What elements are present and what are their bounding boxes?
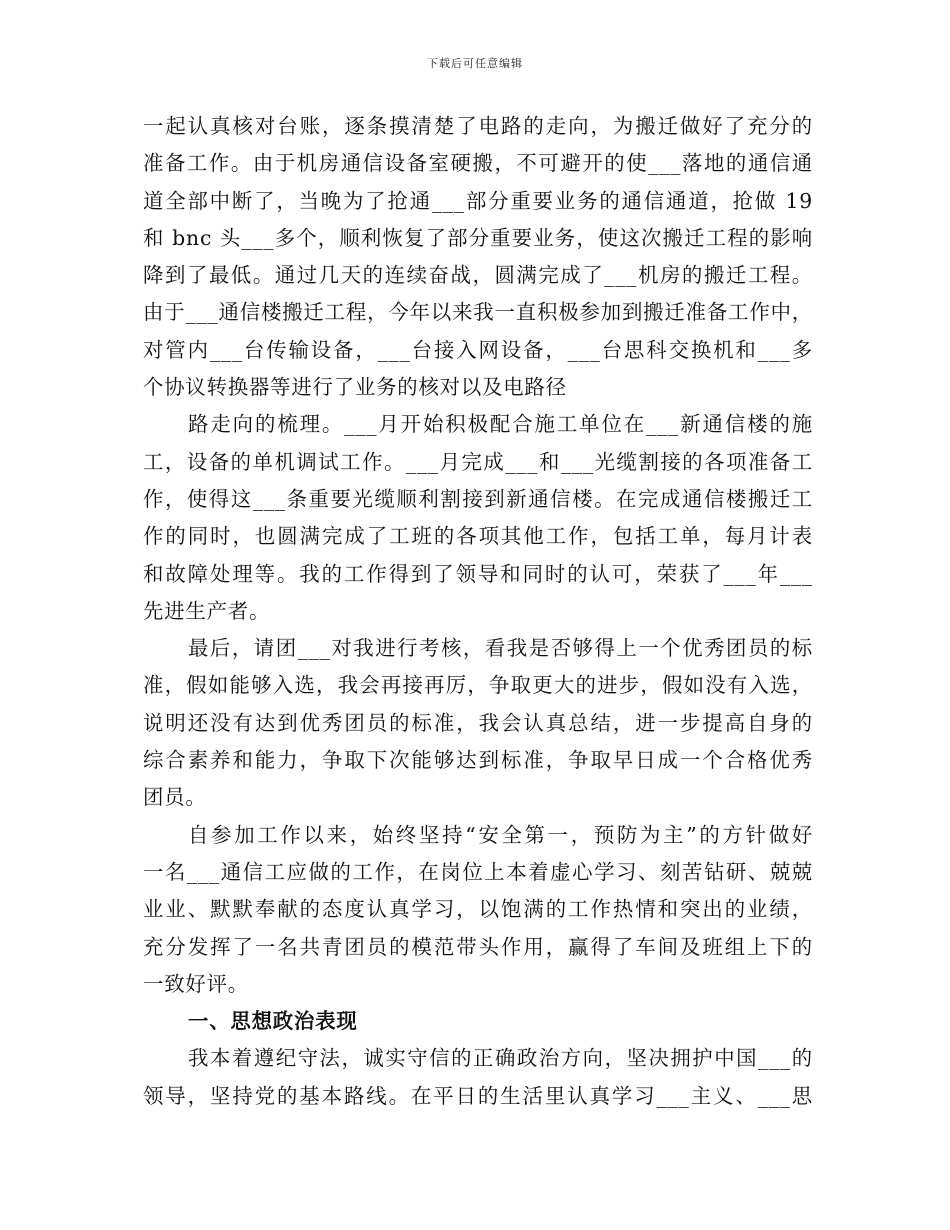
page-header: 下载后可任意编辑: [427, 57, 523, 70]
text-line: 综合素养和能力，争取下次能够达到标准，争取早日成一个合格优秀: [143, 748, 813, 773]
text-line: 团员。: [143, 785, 207, 810]
text-line: 路走向的梳理。___月开始积极配合施工单位在___新通信楼的施: [188, 412, 813, 437]
text-line: 降到了最低。通过几天的连续奋战，圆满完成了___机房的搬迁工程。: [143, 263, 813, 288]
text-line: 和故障处理等。我的工作得到了领导和同时的认可，荣获了___年___: [143, 561, 813, 586]
text-line: 作的同时，也圆满完成了工班的各项其他工作，包括工单，每月计表: [143, 524, 813, 549]
text-line: 准备工作。由于机房通信设备室硬搬，不可避开的使___落地的通信通: [143, 151, 813, 176]
text-line: 工，设备的单机调试工作。___月完成___和___光缆割接的各项准备工: [143, 449, 813, 474]
text-line: 说明还没有达到优秀团员的标准，我会认真总结，进一步提高自身的: [143, 710, 813, 735]
text-line: 一名___通信工应做的工作，在岗位上本着虚心学习、刻苦钻研、兢兢: [143, 859, 813, 884]
text-line: 准，假如能够入选，我会再接再厉，争取更大的进步，假如没有入选，: [143, 673, 813, 698]
text-line: 业业、默默奉献的态度认真学习，以饱满的工作热情和突出的业绩，: [143, 897, 813, 922]
text-line: 由于___通信楼搬迁工程，今年以来我一直积极参加到搬迁准备工作中，: [143, 300, 813, 325]
text-line: 先进生产者。: [143, 598, 271, 623]
text-line: 最后，请团___对我进行考核，看我是否够得上一个优秀团员的标: [188, 636, 813, 661]
text-line: 个协议转换器等进行了业务的核对以及电路径: [143, 375, 567, 400]
text-line: 一致好评。: [143, 971, 249, 996]
text-line: 自参加工作以来，始终坚持“安全第一，预防为主”的方针做好: [188, 822, 813, 847]
text-line: 领导，坚持党的基本路线。在平日的生活里认真学习___主义、___思: [143, 1083, 813, 1108]
text-line: 对管内___台传输设备，___台接入网设备，___台思科交换机和___多: [143, 337, 813, 362]
text-line: 充分发挥了一名共青团员的模范带头作用，赢得了车间及班组上下的: [143, 934, 813, 959]
text-line: 我本着遵纪守法，诚实守信的正确政治方向，坚决拥护中国___的: [188, 1046, 813, 1071]
document-body: [143, 108, 813, 1115]
text-line: 道全部中断了，当晚为了抢通___部分重要业务的通信通道，抢做 19: [143, 188, 813, 213]
text-line: 作，使得这___条重要光缆顺利割接到新通信楼。在完成通信楼搬迁工: [143, 486, 813, 511]
text-line: 和 bnc 头___多个，顺利恢复了部分重要业务，使这次搬迁工程的影响: [143, 225, 813, 250]
text-line: 一起认真核对台账，逐条摸清楚了电路的走向，为搬迁做好了充分的: [143, 114, 813, 138]
section-heading: 一、思想政治表现: [188, 1009, 358, 1034]
